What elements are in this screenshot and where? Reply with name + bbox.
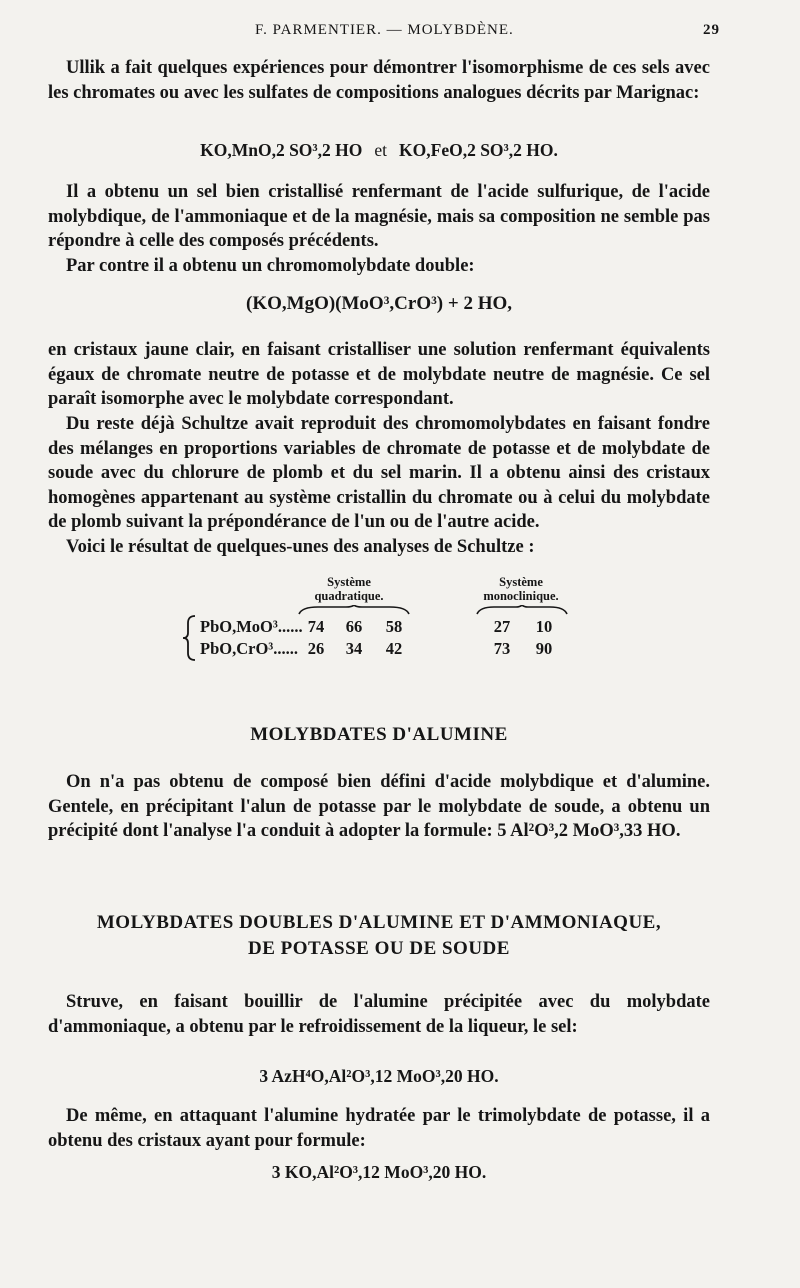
group-brace-quadratic bbox=[298, 605, 410, 615]
formula-mn: KO,MnO,2 SO³,2 HO bbox=[200, 140, 363, 160]
section-heading-double-molybdates-line2: DE POTASSE OU DE SOUDE bbox=[248, 938, 510, 959]
formula-fe: KO,FeO,2 SO³,2 HO. bbox=[399, 140, 558, 160]
table-cell: 90 bbox=[535, 639, 553, 658]
analysis-row-chromate bbox=[180, 639, 620, 663]
paragraph-schultze: Du reste déjà Schultze avait reproduit des chromomolybdates en faisant fondre des mélanges en proportions variables de chromate de potasse et de molybdate de soude avec du chlorure de plomb et du sel marin. Il a obtenu ainsi des cristaux homogènes appartenant au système cristallin du chromate ou à celui du molybdate de plomb suivant la prépondérance de l'un ou de l'autre acide. bbox=[48, 414, 710, 533]
table-cell: 73 bbox=[493, 639, 511, 658]
page-number: 29 bbox=[703, 22, 720, 38]
paragraph-sulfuric-salt: Il a obtenu un sel bien cristallisé renfermant de l'acide sulfurique, de l'acide molybdique, de l'ammoniaque et de la magnésie, mais sa composition ne semble pas répondre à celle des composés précédents. bbox=[48, 182, 710, 252]
formula-ammonium-salt: 3 AzH⁴O,Al²O³,12 MoO³,20 HO. bbox=[259, 1066, 499, 1086]
table-cell: 27 bbox=[493, 617, 511, 636]
table-cell: 34 bbox=[345, 639, 363, 658]
paragraph-struve: Struve, en faisant bouillir de l'alumine précipitée avec du molybdate d'ammoniaque, a obtenu par le refroidissement de la liqueur, le sel: bbox=[48, 992, 710, 1037]
table-cell: 10 bbox=[535, 617, 553, 636]
formula-chromomolybdate: (KO,MgO)(MoO³,CrO³) + 2 HO, bbox=[246, 293, 512, 314]
table-cell: 42 bbox=[385, 639, 403, 658]
running-title: F. PARMENTIER. — MOLYBDÈNE. bbox=[255, 22, 514, 38]
paragraph-potassium: De même, en attaquant l'alumine hydratée par le trimolybdate de potasse, il a obtenu des cristaux ayant pour formule: bbox=[48, 1106, 710, 1151]
analysis-row-molybdate bbox=[180, 617, 620, 641]
formula-conjunction: et bbox=[374, 140, 388, 160]
column-group-monoclinic: Système monoclinique. bbox=[483, 575, 559, 603]
row-label: PbO,MoO³...... bbox=[200, 617, 303, 636]
formula-sulfates bbox=[48, 140, 710, 161]
row-label: PbO,CrO³...... bbox=[200, 639, 298, 658]
analysis-table bbox=[180, 575, 620, 665]
table-cell: 26 bbox=[307, 639, 325, 658]
paragraph-ullik: Ullik a fait quelques expériences pour démontrer l'isomorphisme de ces sels avec les chromates ou avec les sulfates de compositions analogues décrits par Marignac: bbox=[48, 58, 710, 103]
table-cell: 66 bbox=[345, 617, 363, 636]
running-header bbox=[60, 22, 720, 44]
column-group-quadratic: Système quadratique. bbox=[314, 575, 384, 603]
paragraph-yellow-crystals: en cristaux jaune clair, en faisant cristalliser une solution renfermant équivalents égaux de chromate neutre de potasse et de molybdate neutre de magnésie. Ce sel paraît isomorphe avec le molybdate correspondant. bbox=[48, 340, 710, 410]
section-heading-double-molybdates-line1: MOLYBDATES DOUBLES D'ALUMINE ET D'AMMONIAQUE, bbox=[96, 912, 662, 933]
paragraph-analyses-intro: Voici le résultat de quelques-unes des analyses de Schultze : bbox=[66, 537, 535, 557]
table-cell: 74 bbox=[307, 617, 325, 636]
paragraph-chromomolybdate-intro: Par contre il a obtenu un chromomolybdate double: bbox=[66, 256, 475, 276]
table-cell: 58 bbox=[385, 617, 403, 636]
formula-potassium-salt: 3 KO,Al²O³,12 MoO³,20 HO. bbox=[271, 1162, 487, 1182]
paragraph-gentele: On n'a pas obtenu de composé bien défini d'acide molybdique et d'alumine. Gentele, en précipitant l'alun de potasse par le molybdate de soude, a obtenu un précipité dont l'analyse l'a conduit à adopter la formule: 5 Al²O³,2 MoO³,33 HO. bbox=[48, 772, 710, 842]
section-heading-alumina: MOLYBDATES D'ALUMINE bbox=[250, 724, 508, 745]
group-brace-monoclinic bbox=[476, 605, 568, 615]
